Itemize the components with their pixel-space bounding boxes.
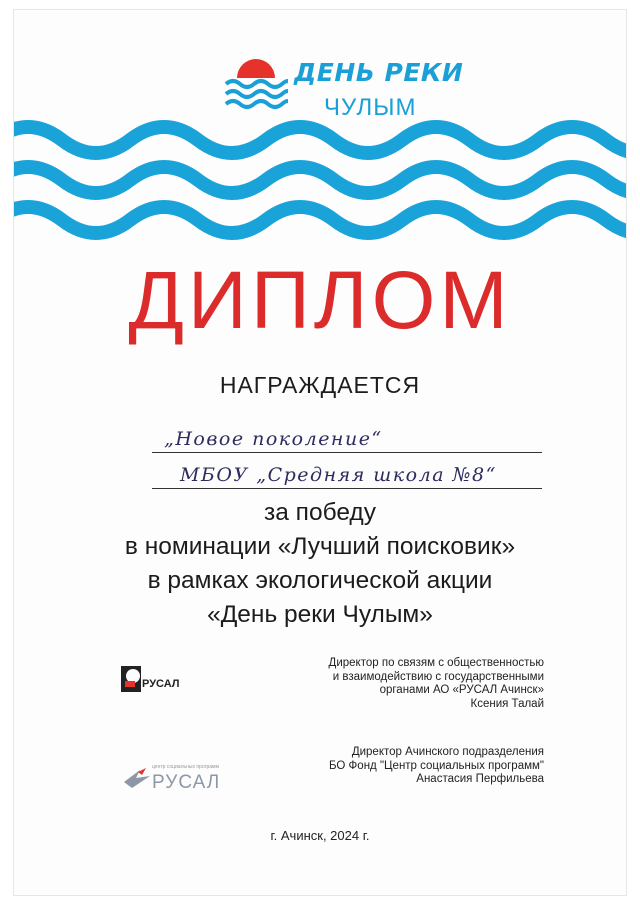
body-line-1: за победу (264, 499, 376, 526)
sig1-line-3: органами АО «РУСАЛ Ачинск» (379, 684, 544, 696)
sig2-line-3: Анастасия Перфильева (416, 773, 544, 785)
body-line-2: в номинации «Лучший поисковик» (124, 533, 516, 560)
logo-title: ДЕНЬ РЕКИ (294, 58, 464, 87)
recipient-line-1 (152, 422, 542, 453)
body-line-4: «День реки Чулым» (207, 601, 433, 628)
sig2-line-1: Директор Ачинского подразделения (351, 746, 544, 758)
logo-subtitle: ЧУЛЫМ (324, 94, 417, 121)
rusal-mark-icon (120, 664, 142, 694)
diploma-title: ДИПЛОМ (128, 255, 512, 346)
recipient-school: МБОУ „Средняя школа №8“ (180, 464, 497, 486)
body-line-3: в рамках экологической акции (147, 567, 493, 594)
foundation-logo-caption: центр социальных программ (152, 764, 219, 770)
sun-waves-icon (224, 48, 288, 116)
rusal-logo-text: РУСАЛ (142, 678, 180, 690)
rusal-foundation-logo (122, 762, 232, 802)
place-date: г. Ачинск, 2024 г. (270, 828, 370, 843)
waves-decoration (14, 110, 626, 260)
rusal-bird-icon (122, 762, 152, 792)
sig1-line-2: и взаимодействию с государственными (332, 670, 544, 683)
sig1-line-4: Ксения Талай (470, 697, 544, 710)
sig1-line-1: Директор по связям с общественностью (328, 657, 544, 669)
rusal-logo (120, 664, 210, 704)
signature-block-2 (329, 746, 544, 787)
foundation-logo-text: РУСАЛ (152, 772, 221, 793)
sig2-line-2: БО Фонд "Центр социальных программ" (329, 759, 544, 772)
recipient-line-2 (152, 458, 542, 489)
awarded-label: НАГРАЖДАЕТСЯ (219, 372, 421, 398)
diploma-page (14, 10, 626, 895)
recipient-name: „Новое поколение“ (164, 428, 383, 450)
signature-block-1 (329, 657, 544, 711)
